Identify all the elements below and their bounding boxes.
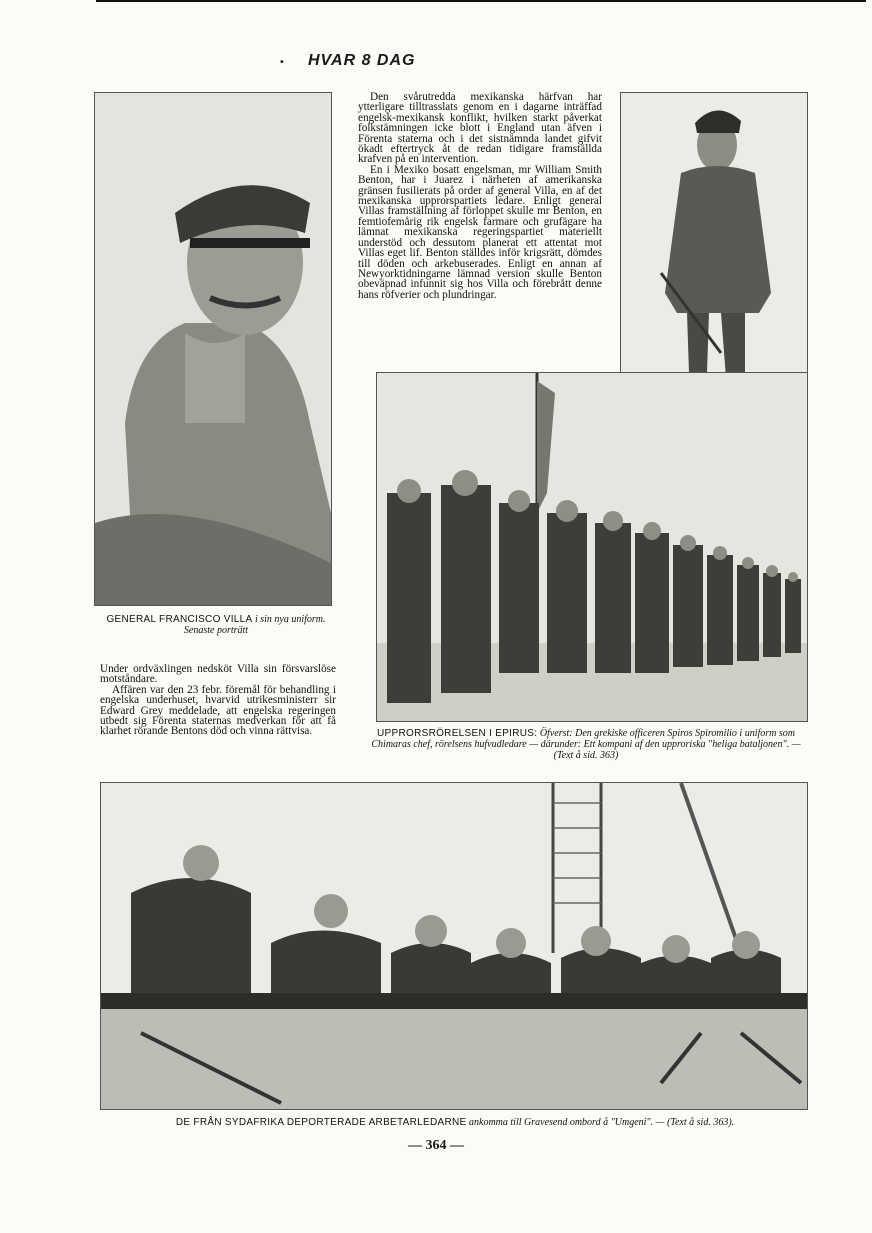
page-title: HVAR 8 DAG: [307, 52, 416, 69]
article-paragraph: Den svårutredda mexikanska härfvan har ytterligare tilltrasslats genom en i dagarne inträffad engelsk-mexikansk konflikt, hvilken starkt påverkat folkstämningen icke blott i England utan äfven i Förenta staterna och i det sistnämnda landet gifvit ökadt eftertryck åt de redan tidigare framställda krafven på en intervention.: [358, 91, 602, 166]
villa-caption-head: GENERAL FRANCISCO VILLA: [106, 614, 253, 625]
deported-caption-head: DE FRÅN SYDAFRIKA DEPORTERADE ARBETARLEDARNE: [175, 1117, 467, 1128]
villa-caption-italic: i sin nya uniform.: [254, 614, 326, 625]
continuation-paragraph: Affären var den 23 febr. föremål för behandling i engelska underhuset, hvarvid utrikesministerr sir Edward Grey meddelade, att engelska regeringen utbedt sig Förenta staternas medverkan för att få klarhet rörande Bentons död och vinna rättvisa.: [100, 683, 336, 738]
page-header: [240, 52, 720, 70]
villa-caption-sub: Senaste porträtt: [183, 625, 249, 636]
article-continuation: [100, 664, 336, 737]
villa-portrait-photo: [94, 92, 332, 606]
epirus-battalion-photo: [376, 372, 808, 722]
deported-caption-italic: ankomma till Gravesend ombord å "Umgeni". — (Text å sid. 363).: [469, 1117, 735, 1128]
header-mark: •: [280, 57, 285, 68]
article-paragraph: En i Mexiko bosatt engelsman, mr William Smith Benton, har i Juarez i närheten af amerikanska gränsen fusilierats på order af general Villa, en af det mexikanska upprorspartiets ledare. Enligt general Villas framställning af förloppet skulle mr Benton, en femtiofemårig rik engelsk farmare och grufägare ha lämnat mexikanska regeringspartiet materiellt understöd och dessutom planerat ett attentat mot Villas eget lif. Benton ställdes inför krigsrätt, dömdes till döden och arkebuserades. Enligt en annan af Newyorktidningarne lämnad version skulle Benton obeväpnad infunnit sig hos Villa och förebrått denne hans röfverier och plundringar.: [358, 163, 602, 301]
article-body: [358, 92, 602, 300]
deported-leaders-photo: [100, 782, 808, 1110]
villa-caption: [96, 614, 336, 636]
page-number: — 364 —: [408, 1138, 464, 1153]
epirus-caption: [362, 728, 810, 761]
deported-caption: [100, 1117, 810, 1128]
epirus-caption-italic: Öfverst: Den grekiske officeren Spiros Spiromilio i uniform som Chimaras chef, rörelsens hufvudledare — därunder: Ett kompani af den upproriska "heliga bataljonen". — (Text å sid. 363): [371, 728, 801, 761]
continuation-paragraph: Under ordväxlingen nedsköt Villa sin försvarslöse motståndare.: [100, 663, 336, 686]
epirus-caption-head: UPPRORSRÖRELSEN I EPIRUS:: [377, 728, 538, 739]
top-rule: [96, 0, 866, 2]
